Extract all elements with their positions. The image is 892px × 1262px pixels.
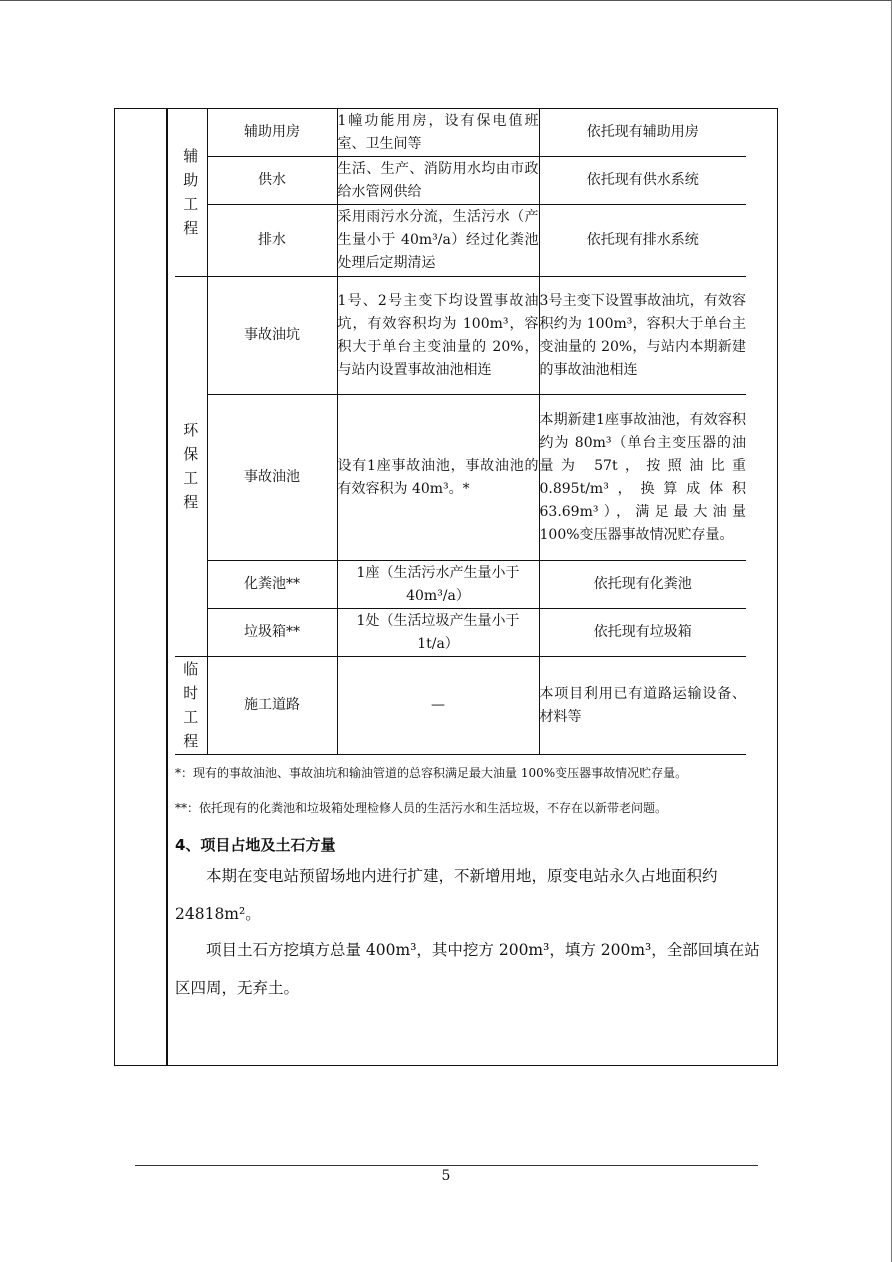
category-label: 环保工程 xyxy=(183,421,199,511)
paragraph-earthwork: 项目土石方挖填方总量 400m³，其中挖方 200m³，填方 200m³，全部回填在站区四周，无弃土。 xyxy=(175,941,760,997)
existing-cell: 1座（生活污水产生量小于 40m³/a） xyxy=(337,561,539,609)
item-name-cell: 化粪池** xyxy=(207,561,337,609)
existing-cell: 1号、2号主变下均设置事故油坑，有效容积均为 100m³，容积大于单台主变油量的 20%，与站内设置事故油池相连 xyxy=(337,277,539,395)
table-row xyxy=(175,395,746,561)
item-name-cell: 施工道路 xyxy=(207,657,337,755)
table-row xyxy=(175,277,746,395)
outer-frame-divider xyxy=(166,108,168,1066)
existing-cell: 设有1座事故油池，事故油池的有效容积为 40m³。* xyxy=(337,395,539,561)
top-border-line xyxy=(0,0,892,1)
category-cell xyxy=(175,109,207,277)
existing-cell: 采用雨污水分流，生活污水（产生量小于 40m³/a）经过化粪池处理后定期清运 xyxy=(337,205,539,277)
current-cell: 依托现有辅助用房 xyxy=(539,109,746,157)
item-name-cell: 事故油坑 xyxy=(207,277,337,395)
footnote-1: *：现有的事故油池、事故油坑和输油管道的总容积满足最大油量 100%变压器事故情况贮存量。 xyxy=(175,766,688,780)
current-cell: 本项目利用已有道路运输设备、材料等 xyxy=(539,657,746,755)
footer-rule xyxy=(135,1165,758,1166)
category-label: 临时工程 xyxy=(183,660,199,750)
table-row xyxy=(175,109,746,157)
existing-cell: 生活、生产、消防用水均由市政给水管网供给 xyxy=(337,157,539,205)
current-cell: 依托现有供水系统 xyxy=(539,157,746,205)
existing-cell: — xyxy=(337,657,539,755)
item-name-cell: 事故油池 xyxy=(207,395,337,561)
existing-cell: 1幢功能用房，设有保电值班室、卫生间等 xyxy=(337,109,539,157)
category-label: 辅助工程 xyxy=(183,147,199,237)
category-cell xyxy=(175,277,207,657)
current-cell: 依托现有排水系统 xyxy=(539,205,746,277)
current-cell: 依托现有垃圾箱 xyxy=(539,609,746,657)
table-row xyxy=(175,609,746,657)
category-cell xyxy=(175,657,207,755)
table-row xyxy=(175,157,746,205)
engineering-table xyxy=(175,108,746,755)
table-row xyxy=(175,561,746,609)
paragraph-land-use: 本期在变电站预留场地内进行扩建，不新增用地，原变电站永久占地面积约 24818m²。 xyxy=(175,867,718,923)
current-cell: 3号主变下设置事故油坑，有效容积约为 100m³，容积大于单台主变油量的 20%，与站内本期新建的事故油池相连 xyxy=(539,277,746,395)
footnote-2: **：依托现有的化粪池和垃圾箱处理检修人员的生活污水和生活垃圾，不存在以新带老问题。 xyxy=(175,801,668,815)
table-row xyxy=(175,657,746,755)
item-name-cell: 辅助用房 xyxy=(207,109,337,157)
item-name-cell: 垃圾箱** xyxy=(207,609,337,657)
item-name-cell: 排水 xyxy=(207,205,337,277)
section-heading: 4、项目占地及土石方量 xyxy=(175,836,336,854)
current-cell: 本期新建1座事故油池，有效容积约为 80m³（单台主变压器的油量为 57t，按照油比重 0.895t/m³，换算成体积 63.69m³），满足最大油量 100%变压器事故情况贮存量。 xyxy=(539,395,746,561)
current-cell: 依托现有化粪池 xyxy=(539,561,746,609)
item-name-cell: 供水 xyxy=(207,157,337,205)
table-row xyxy=(175,205,746,277)
page-number: 5 xyxy=(441,1168,451,1184)
existing-cell: 1处（生活垃圾产生量小于 1t/a） xyxy=(337,609,539,657)
